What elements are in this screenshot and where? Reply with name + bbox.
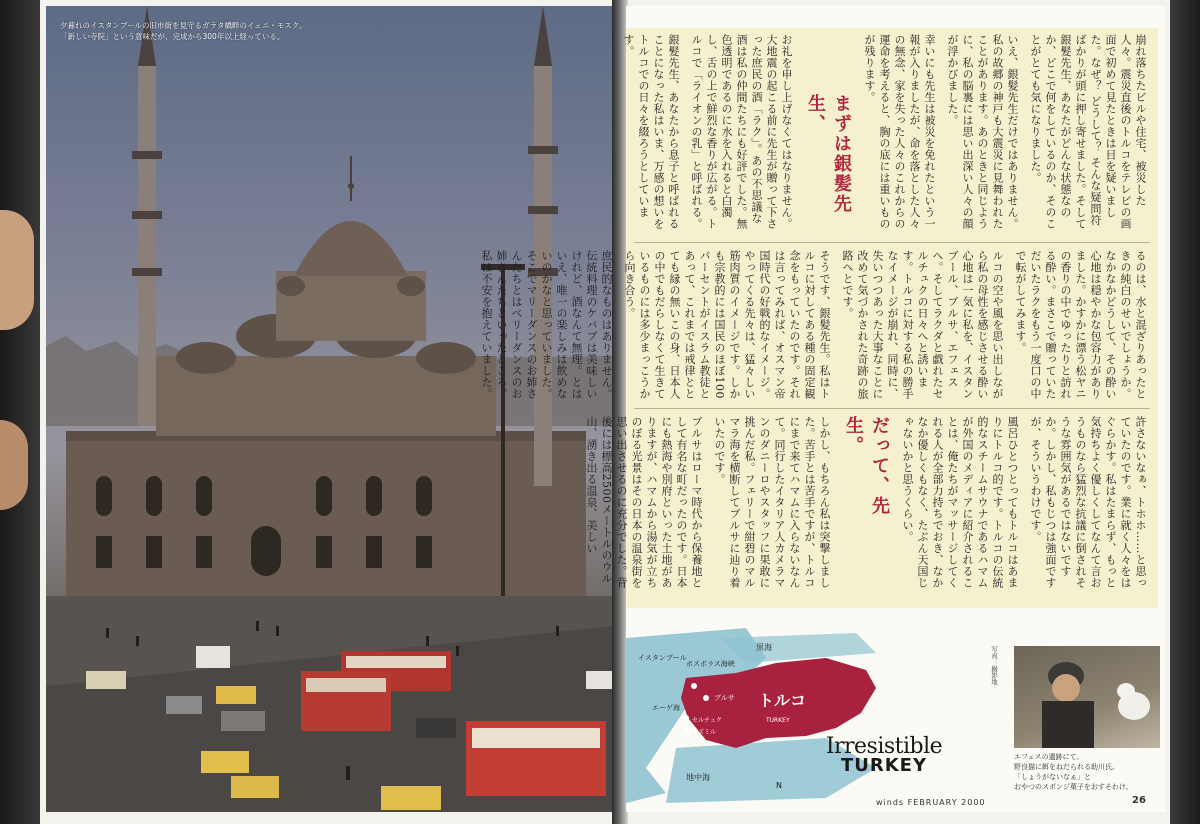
dot-selcuk [683, 715, 689, 721]
label-north: N [776, 781, 782, 790]
text-column-9: 庶民的なものはありません。伝統料理のケバブは美味しいけれど、酒なんて無理。とはいえ、唯一の楽しみは飲めないのかなと思っていました。そこでマリーダンスのお姉さんたちとはべリーダンスのお姉さんたちといったところ。私は不安を抱えていました。 [480, 250, 613, 400]
heading-ginpatsu: まずは銀髪先生、 [805, 94, 852, 214]
small-photo-caption-line4: おやつのスポンジ菓子をおすそわけ。 [1014, 783, 1133, 791]
label-mediterranean: 地中海 [686, 773, 710, 782]
black-sea-area [721, 633, 876, 663]
photo-caption-line2: 「新しい寺院」という意味だが、完成から300年以上経っている。 [60, 32, 285, 41]
photo-caption-line1: 夕暮れのイスタンブールの旧市街を見守るガラタ橋畔のイェニ・モスク。 [60, 21, 307, 30]
dot-istanbul [691, 683, 697, 689]
turkey-line: TURKEY [840, 755, 928, 776]
page-number: 26 [1132, 795, 1146, 806]
heading-datte: だって、先生。 [843, 416, 890, 516]
text-row-1 [622, 34, 1148, 234]
dot-bursa [703, 695, 709, 701]
photo-credit: 写真：撮影地 [990, 646, 998, 685]
text-column-11: 許さないなぁ、トホホ……と思っていたのです。業に就く人々をはぐらかす。私はたまらず、もっと気持ちよく優しくしてなんて言おうものなら猛烈な抗議に倒されそうな雰囲気があるではないですか。しかし、私もじつは強面ですが、そういうわけです。 [1029, 416, 1147, 589]
text-column-10: 風呂ひとつとってもトルコはあまりにトルコ的です。トルコの伝統的なスチームサウナであるハマムが外国のメディアに紹介されることは、俺たちがマッサージしてくれる人が全部力持ちでおき、なかなか優しくもなく、たぶん天国じゃないかと思うくらい。 [901, 416, 1019, 589]
photo-caption [60, 20, 307, 42]
label-country-jp: トルコ [758, 691, 807, 710]
book-edge-left [0, 0, 40, 824]
text-column-3: 幸いにも先生は被災を免れたという一報が入りましたが、命を落とした人々の無念、家を失った人々のこれからの運命を考えると、胸の底には重いものが残ります。 [863, 34, 936, 230]
text-column-5: 銀髪先生、あなたから息子と呼ばれることになった私はいま、万感の想いをトルコでの日々を綴ろうとしています。 [622, 34, 680, 230]
small-photo-caption [1014, 752, 1164, 792]
label-aegean: エーゲ海 [652, 704, 680, 712]
label-bosphorus: ボスポラス海峡 [686, 660, 735, 668]
text-column-8: そうです、銀髪先生。私はトルコに対してある種の固定観念をもっていたのです。それは言ってみれば、オスマン帝国時代の好戦的なイメージ。やってくる先々は、猛々しい筋肉質のイメージです。しかも宗教的には国民のほぼ100パーセントがイスラム教徒とあって、これまでは戒律ととても縁の無いこの身、日本人の中でもだらしなくて生きているものには多少まっこうから向き合う。 [623, 250, 831, 400]
text-row-3 [585, 416, 1148, 596]
rule-2 [634, 408, 1150, 409]
turkey-map [626, 618, 1016, 808]
finger-lower [0, 420, 28, 510]
magazine-footer: winds FEBRUARY 2000 [876, 798, 986, 807]
text-column-2: いえ、銀髪先生だけではありません。私の故郷の神戸も大震災に見舞われたことがあります。あのときと同じように、私の脳裏には思い出深い人々の顔が浮かびました。 [946, 34, 1019, 230]
small-photo-caption-line3: 「しょうがないなぁ」と [1014, 773, 1091, 781]
article-page [480, 6, 1166, 812]
label-istanbul: イスタンブール [638, 654, 687, 662]
label-country-en: TURKEY [766, 717, 790, 724]
text-column-4: お礼を申し上げなくてはなりません。大地震の起こる前に先生が贈って下さった庶民の酒「ラク」。あの不思議な酒は私の仲間たちにも好評でした。無色透明であるのに水を入れると白濁し、舌の上で鮮烈な香りが広がる。トルコで「ライオンの乳」と呼ばれる。 [690, 34, 793, 230]
text-column-6: るのは、水と混ざりあったときの純白のせいでしょうか。なかなかどうして、その酔い心地は穏やかな包容力がありました。かすかに漂う松ヤニの香りの中でゆったりと訪れる酔い。まさこで贈っていただいたラクをもう一度口の中で転がしてみます。 [1014, 250, 1147, 400]
rule-1 [634, 242, 1150, 243]
book-edge-right [1170, 0, 1200, 824]
label-black-sea: 黒海 [756, 643, 772, 652]
text-column-7: ルコの空や風を思い出しながら私の母性を感じさせる酔い心地は一気に私を、イスタンブール、ブルサ、エフェスへ。そしてラクダと戯れたセルチュクの日々へと誘います。トルコに対する私の勝手なイメージが崩れ、同時に、失いつつあった大事なことに改めて気づかされた奇跡の旅路へとです。 [841, 250, 1004, 400]
text-column-12: しかし、もちろん私は突撃しました。苦手とは苦手ですが、トルコにまで来てハマムに入らないなんて。同行したイタリア人カメラマンのダニーロやスタッフに果敢に挑んだ私。フェリーで紺碧のマルマラ海を横断してブルサに辿り着いたのです。 [713, 416, 831, 589]
man-with-cat-image [1014, 646, 1160, 748]
label-bursa: ブルサ [714, 694, 735, 702]
man-with-cat-photo [1014, 646, 1160, 748]
text-row-2 [480, 250, 1148, 400]
mosque-photo-page [46, 6, 614, 812]
text-column-13: ブルサはローマ時代から保養地として有名な町だったのです。日本にも熱海や別府といった土地がありますが、ハマムから湯気が立ちのぼる光景はその日本の温泉街を思い出させるのに充分でした。背後には標高2500メートルのウル山、湧き出る温泉、美しい [585, 416, 703, 589]
label-selcuk: セルチュク [692, 717, 722, 724]
finger [0, 210, 34, 330]
irresistible-line: Irresistible [825, 734, 943, 759]
small-photo-caption-line2: 野良猫に餌をねだられる助川氏。 [1014, 763, 1119, 771]
text-column-1: 崩れ落ちたビルや住宅、被災した人々。震災直後のトルコをテレビの画面で初めて見たときは目を疑いました。なぜ？ どうして？ そんな疑問符ばかりが頭に押し寄せました。そして銀髪先生、あなたがどんな状態なのか、どこで何をしているのか、そのことがとても気になりました。 [1029, 34, 1147, 230]
label-izmir: イズミル [692, 729, 716, 736]
mosque-photo [46, 6, 614, 812]
irresistible-turkey-logo [804, 734, 964, 776]
small-photo-caption-line1: エフェスの遺跡にて。 [1014, 753, 1084, 761]
dot-izmir [685, 727, 691, 733]
